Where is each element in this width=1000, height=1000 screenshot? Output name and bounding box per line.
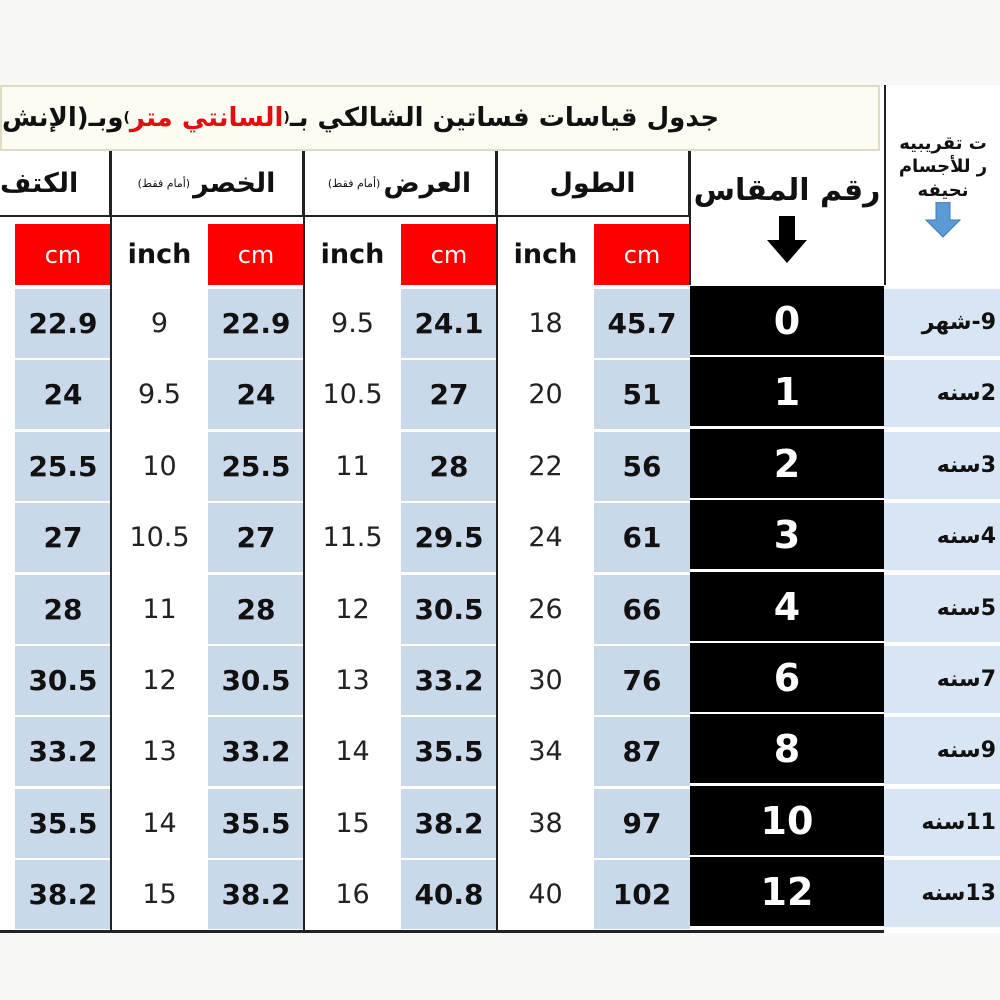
size-cell: 6	[690, 643, 884, 715]
waist-inch-cell: 9	[111, 289, 208, 358]
length-header	[497, 151, 690, 217]
age-header-line-1: ت تقريبيه	[899, 132, 987, 154]
age-cell: 9-شهر	[884, 289, 1000, 358]
size-cell: 0	[690, 286, 884, 358]
width-cm-cell: 30.5	[401, 575, 497, 644]
width-inch-cell: 11.5	[304, 503, 401, 572]
length-inch-cell: 18	[497, 289, 594, 358]
length-cm-cell: 61	[594, 503, 690, 572]
size-cell: 3	[690, 500, 884, 572]
length-inch-cell: 40	[497, 860, 594, 929]
waist-inch-cell: 10	[111, 432, 208, 501]
table-bottom-border	[0, 930, 884, 933]
length-cm-cell: 76	[594, 646, 690, 715]
waist-cm-cell: 25.5	[208, 432, 304, 501]
length-inch-cell: 34	[497, 717, 594, 786]
length-inch-cell: 20	[497, 360, 594, 429]
shoulder-cm-cell: 22.9	[15, 289, 111, 358]
shoulder-cm-cell: 24	[15, 360, 111, 429]
width-cm-cell: 38.2	[401, 789, 497, 858]
length-inch-cell: 38	[497, 789, 594, 858]
title-suffix: وبـ(الإنش	[2, 103, 124, 133]
shoulder-cm-cell: 30.5	[15, 646, 111, 715]
width-cm-cell: 33.2	[401, 646, 497, 715]
waist-inch-cell: 12	[111, 646, 208, 715]
age-cell: 13سنه	[884, 860, 1000, 929]
waist-cm-cell: 27	[208, 503, 304, 572]
age-column-header	[884, 85, 1000, 285]
width-cm-cell: 29.5	[401, 503, 497, 572]
waist-inch-cell: 9.5	[111, 360, 208, 429]
length-inch-cell: 24	[497, 503, 594, 572]
title-prefix: جدول قياسات فساتين الشالكي بـ	[289, 103, 720, 133]
length-cm-cell: 45.7	[594, 289, 690, 358]
waist-cm-cell: 30.5	[208, 646, 304, 715]
width-inch-unit: inch	[304, 224, 401, 285]
length-cm-cell: 56	[594, 432, 690, 501]
age-cell: 9سنه	[884, 717, 1000, 786]
width-cm-cell: 28	[401, 432, 497, 501]
length-inch-cell: 26	[497, 575, 594, 644]
size-cell: 4	[690, 572, 884, 644]
width-cm-cell: 27	[401, 360, 497, 429]
width-inch-cell: 10.5	[304, 360, 401, 429]
length-inch-cell: 22	[497, 432, 594, 501]
waist-header-label: الخصر	[193, 167, 276, 199]
width-inch-cell: 15	[304, 789, 401, 858]
shoulder-header-label: الكتف	[0, 167, 79, 199]
width-header-label: العرض	[383, 167, 472, 199]
column-divider	[689, 151, 691, 285]
length-cm-cell: 66	[594, 575, 690, 644]
shoulder-header	[0, 151, 111, 217]
waist-cm-cell: 38.2	[208, 860, 304, 929]
length-inch-unit: inch	[497, 224, 594, 285]
width-inch-cell: 14	[304, 717, 401, 786]
shoulder-cm-cell: 28	[15, 575, 111, 644]
width-cm-cell: 24.1	[401, 289, 497, 358]
waist-cm-cell: 33.2	[208, 717, 304, 786]
size-cell: 1	[690, 357, 884, 429]
waist-inch-cell: 10.5	[111, 503, 208, 572]
waist-header	[111, 151, 304, 217]
chart-title	[0, 85, 880, 151]
length-cm-cell: 102	[594, 860, 690, 929]
age-cell: 4سنه	[884, 503, 1000, 572]
shoulder-cm-cell: 35.5	[15, 789, 111, 858]
age-cell: 3سنه	[884, 432, 1000, 501]
shoulder-cm-cell: 33.2	[15, 717, 111, 786]
waist-cm-cell: 35.5	[208, 789, 304, 858]
column-divider	[496, 151, 498, 933]
length-cm-cell: 97	[594, 789, 690, 858]
waist-cm-cell: 22.9	[208, 289, 304, 358]
width-cm-cell: 35.5	[401, 717, 497, 786]
width-header	[304, 151, 497, 217]
length-cm-cell: 87	[594, 717, 690, 786]
width-cm-cell: 40.8	[401, 860, 497, 929]
width-cm-unit: cm	[401, 224, 497, 285]
waist-cm-unit: cm	[208, 224, 304, 285]
waist-inch-cell: 15	[111, 860, 208, 929]
size-cell: 12	[690, 857, 884, 929]
title-paren-open: (	[283, 110, 290, 126]
length-cm-cell: 51	[594, 360, 690, 429]
waist-inch-cell: 11	[111, 575, 208, 644]
waist-inch-unit: inch	[111, 224, 208, 285]
length-inch-cell: 30	[497, 646, 594, 715]
width-header-note: (أمام فقط)	[327, 176, 381, 190]
width-inch-cell: 9.5	[304, 289, 401, 358]
size-header-label: رقم المقاس	[693, 172, 881, 208]
title-highlight: السانتي متر	[129, 103, 284, 133]
shoulder-cm-cell: 27	[15, 503, 111, 572]
column-divider	[303, 151, 305, 933]
shoulder-cm-cell: 38.2	[15, 860, 111, 929]
down-arrow-black-icon	[767, 216, 807, 264]
waist-inch-cell: 14	[111, 789, 208, 858]
waist-inch-cell: 13	[111, 717, 208, 786]
size-cell: 10	[690, 786, 884, 858]
waist-cm-cell: 24	[208, 360, 304, 429]
shoulder-cm-unit: cm	[15, 224, 111, 285]
length-header-label: الطول	[549, 167, 636, 199]
age-header-line-2: ر للأجسام	[898, 156, 988, 178]
age-cell: 2سنه	[884, 360, 1000, 429]
title-paren-close: )	[123, 110, 130, 126]
waist-header-note: (أمام فقط)	[137, 176, 191, 190]
width-inch-cell: 13	[304, 646, 401, 715]
column-divider	[110, 151, 112, 933]
size-cell: 2	[690, 429, 884, 501]
width-inch-cell: 12	[304, 575, 401, 644]
width-inch-cell: 16	[304, 860, 401, 929]
down-arrow-blue-icon	[923, 202, 963, 238]
age-header-line-3: نحيفه	[917, 179, 969, 201]
width-inch-cell: 11	[304, 432, 401, 501]
size-cell: 8	[690, 714, 884, 786]
length-cm-unit: cm	[594, 224, 690, 285]
shoulder-cm-cell: 25.5	[15, 432, 111, 501]
size-column-header	[690, 151, 884, 285]
age-cell: 5سنه	[884, 575, 1000, 644]
waist-cm-cell: 28	[208, 575, 304, 644]
age-cell: 7سنه	[884, 646, 1000, 715]
age-cell: 11سنه	[884, 789, 1000, 858]
